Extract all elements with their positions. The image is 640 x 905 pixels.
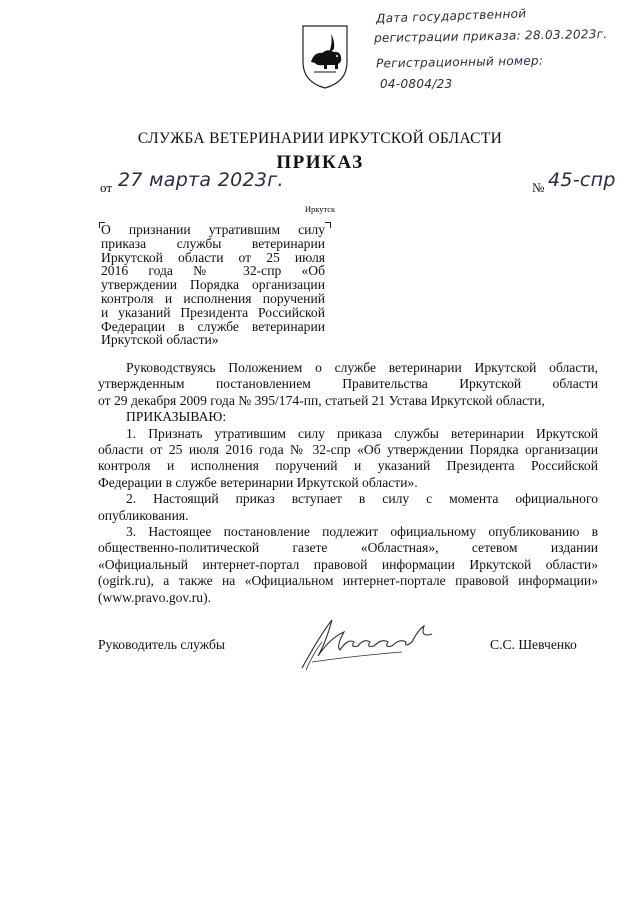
number-handwritten: 45-спр — [548, 169, 616, 191]
note-line-1: Дата государственной — [375, 6, 527, 26]
body-line: «Официальный интернет-портал правовой информации Иркутской области» — [98, 556, 598, 572]
title-line: Иркутской области от 25 июля — [101, 249, 325, 265]
document-type: ПРИКАЗ — [276, 152, 364, 173]
date-prefix: от — [100, 180, 113, 195]
title-line: приказа службы ветеринарии — [101, 235, 325, 251]
body-line: (ogirk.ru), а также на «Официальном интернет-портале правовой информации» — [98, 573, 598, 589]
agency-name: СЛУЖБА ВЕТЕРИНАРИИ ИРКУТСКОЙ ОБЛАСТИ — [137, 130, 503, 147]
body-line: общественно-политической газете «Областная», сетевом издании — [98, 540, 598, 556]
body-line: контроля и исполнения поручений и указаний Президента Российской — [98, 458, 598, 474]
body-line: утвержденным постановлением Правительства Иркутской области — [98, 376, 598, 392]
body-line: Федерации в службе ветеринарии Иркутской области». — [98, 474, 418, 490]
note-line-4: 04-0804/23 — [380, 77, 453, 91]
title-line: 2016 года № 32-спр «Об — [101, 263, 325, 279]
note-line-2: регистрации приказа: 28.03.2023г. — [373, 26, 608, 46]
number-prefix: № — [532, 180, 545, 195]
body-line: области от 25 июля 2016 года № 32-спр «Об утверждении Порядка организации — [98, 442, 598, 458]
body-line: (www.pravo.gov.ru). — [98, 589, 211, 605]
date-handwritten: 27 марта 2023г. — [118, 169, 284, 191]
body-line: опубликования. — [98, 507, 189, 523]
signatory-position: Руководитель службы — [98, 637, 226, 652]
document-body — [98, 360, 598, 606]
body-line: 2. Настоящий приказ вступает в силу с момента официального — [126, 491, 598, 507]
title-line: О признании утратившим силу — [101, 222, 325, 237]
body-line: Руководствуясь Положением о службе ветеринарии Иркутской области, — [126, 360, 598, 375]
title-line: Федерации в службе ветеринарии — [101, 318, 325, 334]
body-line: 3. Настоящее постановление подлежит официальному опубликованию в — [126, 524, 598, 540]
title-line: контроля и исполнения поручений — [101, 290, 325, 306]
body-line: от 29 декабря 2009 года № 395/174-пп, статьей 21 Устава Иркутской области, — [98, 392, 545, 408]
title-line: Иркутской области» — [101, 332, 219, 348]
title-line: утверждении Порядка организации — [101, 277, 325, 293]
body-line: 1. Признать утратившим силу приказа службы ветеринарии Иркутской — [126, 425, 598, 441]
coat-of-arms-icon — [300, 22, 350, 90]
document-title — [101, 223, 325, 347]
signatory-name: С.С. Шевченко — [490, 637, 577, 652]
handwritten-signature-icon — [292, 612, 452, 674]
body-line: ПРИКАЗЫВАЮ: — [126, 409, 227, 425]
title-bracket-right — [325, 222, 331, 228]
title-line: и указаний Президента Российской — [101, 304, 325, 320]
registration-note — [370, 8, 635, 98]
city-name: Иркутск — [304, 204, 336, 214]
note-line-3: Регистрационный номер: — [375, 53, 544, 71]
